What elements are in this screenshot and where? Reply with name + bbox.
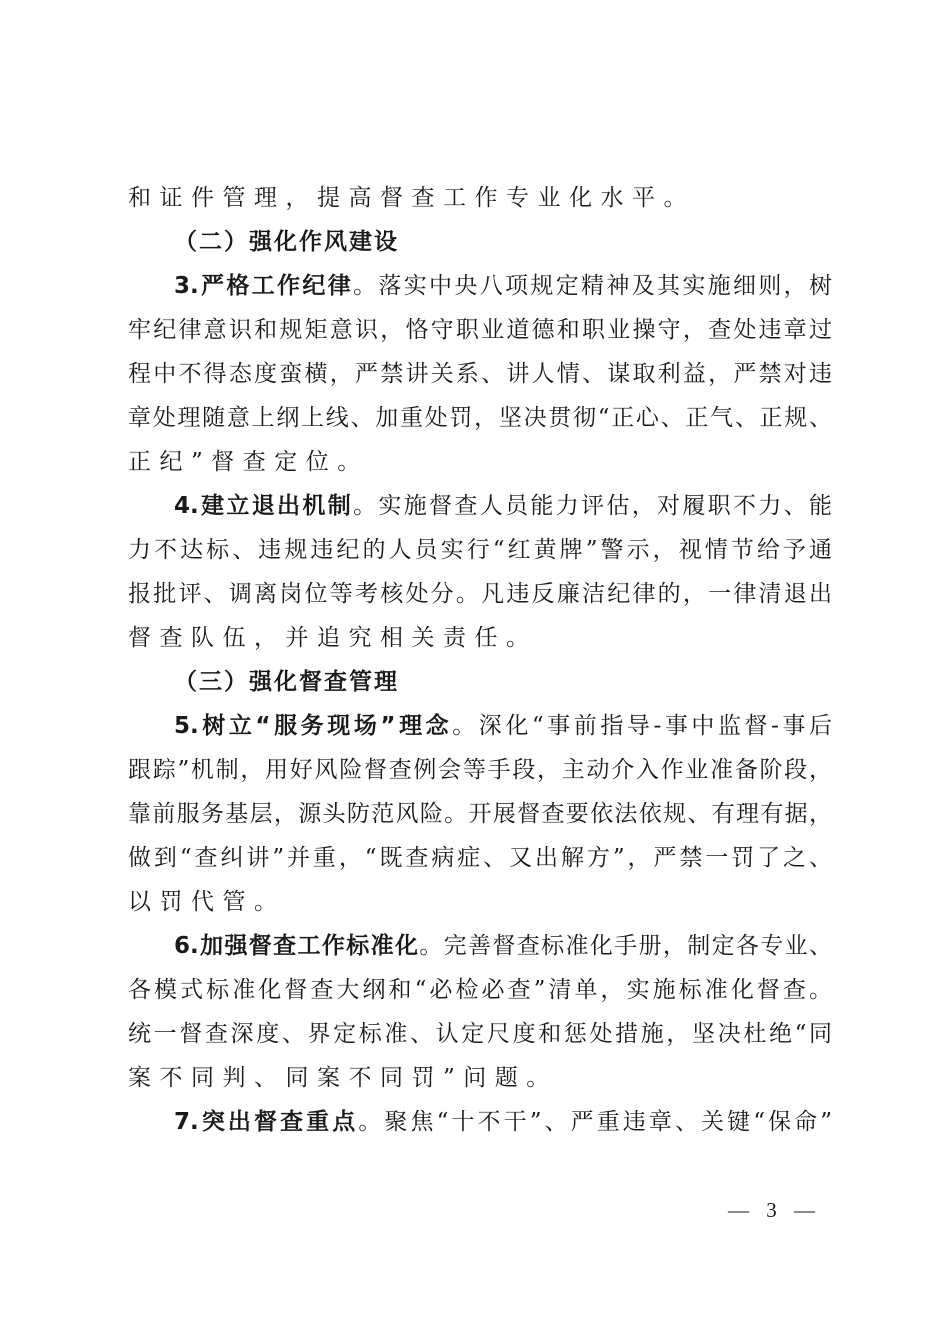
- paragraph-line: 以罚代管。: [128, 889, 286, 915]
- item-5-title: 5.树立“服务现场”理念: [174, 713, 453, 739]
- paragraph-line: 牢纪律意识和规矩意识，恪守职业道德和职业操守，查处违章过: [128, 317, 832, 343]
- section-heading-3: （三）强化督查管理: [174, 669, 399, 695]
- paragraph-line: 靠前服务基层，源头防范风险。开展督查要依法依规、有理有据，: [128, 801, 832, 827]
- item-4-title: 4.建立退出机制: [174, 493, 354, 519]
- item-7-text: 。聚焦“十不干”、严重违章、关键“保命”: [358, 1109, 832, 1135]
- section-heading-2: （二）强化作风建设: [174, 229, 399, 255]
- page-number: — 3 —: [728, 1198, 821, 1222]
- item-3-title: 3.严格工作纪律: [174, 273, 354, 299]
- item-6-text: 。完善督查标准化手册，制定各专业、: [419, 933, 833, 959]
- paragraph-line: 做到“查纠讲”并重，“既查病症、又出解方”，严禁一罚了之、: [128, 845, 832, 871]
- paragraph-line: 各模式标准化督查大纲和“必检必查”清单，实施标准化督查。: [128, 977, 832, 1003]
- paragraph-line: 督查队伍，并追究相关责任。: [128, 625, 538, 651]
- item-5-text: 。深化“事前指导-事中监督-事后: [452, 713, 832, 739]
- item-3-text: 。落实中央八项规定精神及其实施细则，树: [353, 273, 833, 299]
- paragraph-line: 程中不得态度蛮横，严禁讲关系、讲人情、谋取利益，严禁对违: [128, 361, 832, 387]
- document-body: [128, 176, 832, 1144]
- paragraph-line: 章处理随意上纲上线、加重处罚，坚决贯彻“正心、正气、正规、: [128, 405, 832, 431]
- item-3-first-line: [128, 264, 832, 308]
- item-7-title: 7.突出督查重点: [174, 1109, 359, 1135]
- item-6-first-line: [128, 924, 832, 968]
- paragraph-line: 和证件管理，提高督查工作专业化水平。: [128, 185, 695, 211]
- item-6-title: 6.加强督查工作标准化: [174, 933, 420, 959]
- paragraph-line: 力不达标、违规违纪的人员实行“红黄牌”警示，视情节给予通: [128, 537, 832, 563]
- paragraph-line: 跟踪”机制，用好风险督查例会等手段，主动介入作业准备阶段，: [128, 757, 832, 783]
- paragraph-line: 正纪”督查定位。: [128, 449, 369, 475]
- item-7-first-line: [128, 1100, 832, 1144]
- item-4-text: 。实施督查人员能力评估，对履职不力、能: [353, 493, 833, 519]
- item-4-first-line: [128, 484, 832, 528]
- paragraph-line: 报批评、调离岗位等考核处分。凡违反廉洁纪律的，一律清退出: [128, 581, 832, 607]
- paragraph-line: 案不同判、同案不同罚”问题。: [128, 1065, 558, 1091]
- item-5-first-line: [128, 704, 832, 748]
- paragraph-line: 统一督查深度、界定标准、认定尺度和惩处措施，坚决杜绝“同: [128, 1021, 832, 1047]
